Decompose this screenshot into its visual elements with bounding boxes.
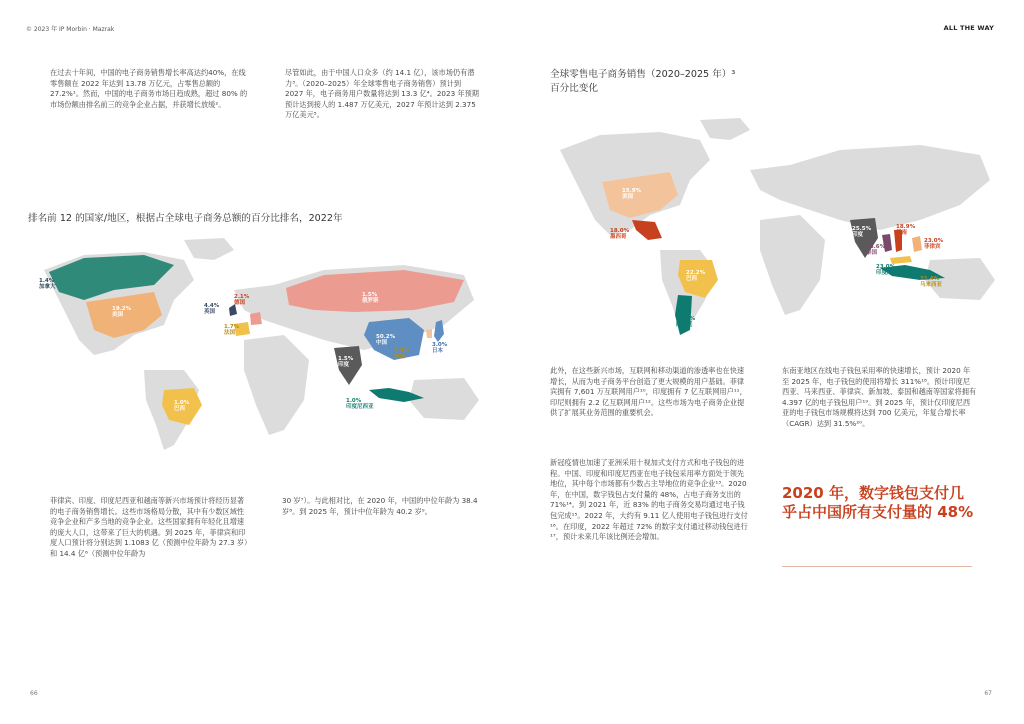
right-paragraph-3: 东南亚地区在线电子钱包采用率的快速增长，预计 2020 年至 2025 年，电子钱包的使用将增长 311%¹⁸。预计印度尼西亚、马来西亚、菲律宾、新加坡、泰国和越南等国家将拥有 4.397 亿的电子钱包用户¹⁹。到 2025 年，预计仅印度尼西亚的电子钱包市场规模将达到 700 亿美元，年复合增长率（CAGR）达到 31.5%²⁰。 (782, 366, 977, 428)
label-india: 1.5%印度 (338, 356, 354, 368)
header-left: © 2023 年 IP Morbin · Mazrak (26, 26, 115, 33)
label-thailand-r: 18.6%泰国 (866, 244, 886, 256)
right-paragraph-1: 此外，在这些新兴市场，互联网和移动渠道的渗透率也在快速增长，从而为电子商务平台创造了更大规模的用户基础。菲律宾拥有 7,601 万互联网用户¹⁰，印度拥有 7 亿互联网用户¹¹，印尼则拥有 2.2 亿互联网用户¹²。这些市场为电子商务企业提供了扩展其业务范围的重要机会。 (550, 366, 747, 418)
intro-paragraph-2: 尽管如此，由于中国人口众多（约 14.1 亿），该市场仍有潜力³。（2020–2025）年全球零售电子商务销售）预计到 2027 年，电子商务用户数量将达到 13.3 亿⁴。2023 年预期预计达到接人的 1.487 万亿美元，2027 年预计达到 2.375 万亿美元⁵。 (285, 68, 479, 120)
label-korea: 2.9%韩国 (394, 348, 410, 360)
map-mexico-r (632, 220, 662, 240)
label-philippines-r: 23.0%菲律宾 (924, 238, 944, 250)
label-malaysia-r: 21.4%马来西亚 (920, 276, 943, 288)
right-paragraph-2: 新冠疫情也加速了亚洲采用十视加式支付方式和电子钱包的进程。中国、印度和印度尼西亚在电子钱包采用率方面处于领先地位，其中每个市场都有少数占主导地位的竞争企业¹³。2020 年，在中国，数字钱包占支付量的 48%，占电子商务支出的 71%¹⁴。到 2021 年，近 83% 的电子商务交易均通过电子钱包完成¹⁵。2022 年，大约有 9.11 亿人使用电子钱包进行支付¹⁶。在印度，2022 年超过 72% 的数字支付通过移动钱包进行¹⁷，预计未来几年该比例还会增加。 (550, 458, 748, 542)
bottom-paragraph-1: 菲律宾、印度、印度尼西亚和越南等新兴市场预计将经历显著的电子商务销售增长。这些市场格局分散，其中有少数区域性竞争企业和产多当地的竞争企业。这些国家拥有年轻化且增速的庞大人口，这带来了巨大的机遇。到 2025 年，菲律宾和印度人口预计将分别达到 1.1083 亿（预测中位年龄为 27.3 岁）和 14.4 亿⁶（预测中位年龄为 (50, 496, 248, 558)
bottom-paragraph-2: 30 岁⁷）。与此相对比，在 2020 年，中国的中位年龄为 38.4 岁⁸。到 2025 年，预计中位年龄为 40.2 岁⁹。 (282, 496, 478, 516)
page-number-left: 66 (30, 690, 38, 697)
label-india-r: 25.5%印度 (852, 226, 872, 238)
label-usa: 19.2%美国 (112, 306, 132, 318)
label-indonesia-r: 23.0%印度尼西亚 (876, 264, 904, 276)
world-map-growth (540, 110, 1010, 350)
page-number-right: 67 (984, 690, 992, 697)
label-france: 1.7%法国 (224, 324, 240, 336)
label-japan: 3.0%日本 (432, 342, 448, 354)
label-russia: 1.5%俄罗斯 (362, 292, 379, 304)
map-germany (250, 312, 262, 325)
label-brazil-r: 22.2%巴西 (686, 270, 706, 282)
label-usa-r: 15.9%美国 (622, 188, 642, 200)
map-title-left: 排名前 12 的国家/地区，根据占全球电子商务总额的百分比排名，2022年 (28, 213, 343, 224)
label-argentina-r: 18.0%阿根廷 (676, 316, 696, 328)
map-malaysia-r (890, 256, 912, 264)
label-brazil: 1.0%巴西 (174, 400, 190, 412)
map-korea (426, 329, 432, 338)
label-indonesia: 1.0%印度尼西亚 (346, 398, 374, 410)
chart-title-right: 全球零售电子商务销售（2020–2025 年）³ (550, 69, 736, 80)
intro-paragraph-1: 在过去十年间，中国的电子商务销售增长率高达约40%，在线零售额在 2022 年达到 13.78 万亿元，占零售总额的 27.2%¹。然而，中国的电子商务市场日趋成熟，超过 80% 的市场份额由排名前三的竞争企业占据，并获增长放缓²。 (50, 68, 248, 109)
label-uk: 4.4%英国 (204, 303, 220, 315)
label-mexico-r: 18.0%墨西哥 (610, 228, 630, 240)
label-vietnam-r: 18.9%越南 (896, 224, 916, 236)
chart-subtitle-right: 百分比变化 (550, 83, 598, 94)
map-argentina-r (675, 295, 692, 335)
label-canada: 1.4%加拿大 (39, 278, 56, 290)
map-philippines-r (912, 236, 922, 252)
quote-divider (782, 566, 972, 567)
label-germany: 2.1%德国 (234, 294, 250, 306)
pull-quote: 2020 年，数字钱包支付几乎占中国所有支付量的 48% (782, 484, 974, 521)
header-right: ALL THE WAY (943, 24, 994, 32)
label-china: 50.2%中国 (376, 334, 396, 346)
world-map-top12 (24, 230, 504, 470)
